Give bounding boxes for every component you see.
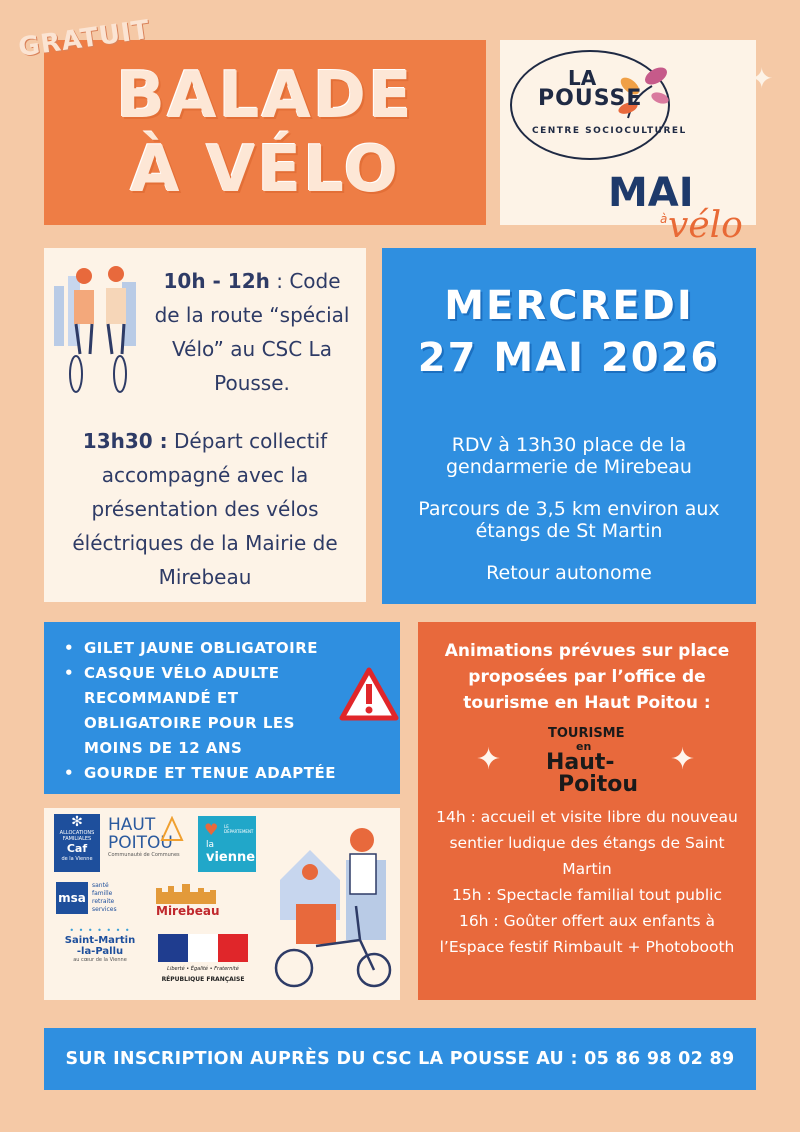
meeting-point: RDV à 13h30 place de la gendarmerie de Mirebeau [446, 434, 692, 478]
animation-item: 15h : Spectacle familial tout public [452, 886, 722, 904]
mirebeau-logo-text: Mirebeau [156, 904, 220, 918]
la-vienne-heart-icon: ♥ [204, 820, 219, 839]
caf-logo-line-2: Caf [66, 842, 88, 855]
republique-motto: Liberté • Égalité • Fraternité [167, 966, 239, 972]
sparkle-icon: ✦ [750, 62, 774, 95]
flag-icon [158, 934, 248, 962]
return-info: Retour autonome [486, 562, 652, 584]
haut-poitou-line-2: POITOU [108, 833, 173, 853]
lapousse-logo-subtitle: CENTRE SOCIOCULTUREL [532, 126, 687, 136]
haut-poitou-logo [108, 816, 188, 866]
route-info: Parcours de 3,5 km environ aux étangs de St Martin [418, 498, 720, 542]
saint-martin-dots: • • • • • • • [69, 926, 131, 935]
logo-block [500, 40, 756, 246]
date-block [382, 248, 756, 604]
warning-icon [338, 666, 400, 722]
animations-block [418, 622, 756, 1000]
caf-logo-emblem: ✻ [71, 814, 83, 830]
msa-logo-line-3: retraite [92, 898, 115, 905]
tourisme-logo-line-1: TOURISME [548, 726, 625, 741]
schedule-item-1 [152, 264, 352, 400]
safety-item: • CASQUE VÉLO ADULTE RECOMMANDÉ ET OBLIGATOIRE POUR LES MOINS DE 12 ANS [62, 661, 340, 761]
castle-icon [154, 882, 226, 904]
animation-item: 14h : accueil et visite libre du nouveau sentier ludique des étangs de Saint Martin [436, 808, 738, 878]
animations-title: Animations prévues sur place proposées par l’office de tourisme en Haut Poitou : [444, 641, 730, 713]
schedule-block [44, 248, 366, 602]
triangle-icon [160, 816, 184, 842]
saint-martin-line-3: au cœur de la Vienne [73, 957, 127, 963]
schedule-item-2-text: Départ collectif accompagné avec la présentation des vélos éléctriques de la Mairie de Mirebeau [72, 429, 338, 589]
lapousse-logo-name: POUSSE [538, 86, 643, 111]
tourisme-haut-poitou-logo [520, 726, 656, 798]
animations-list [426, 804, 748, 960]
mirebeau-logo [152, 882, 230, 922]
saint-martin-line-2: -la-Pallu [76, 946, 124, 957]
msa-logo-line-4: services [92, 906, 117, 913]
title-block [44, 40, 486, 225]
lapousse-logo-la: LA [568, 66, 597, 90]
la-vienne-line-3: LE DÉPARTEMENT [224, 824, 254, 834]
schedule-item-1-time: 10h - 12h [163, 269, 270, 293]
safety-block [44, 622, 400, 794]
msa-logo-line-2: famille [92, 890, 113, 897]
tourisme-logo-line-3: Haut- [546, 750, 615, 775]
safety-item: • GOURDE ET TENUE ADAPTÉE [62, 761, 392, 786]
saint-martin-la-pallu-logo [54, 926, 146, 992]
caf-logo [54, 814, 100, 872]
free-badge: GRATUIT [16, 14, 153, 64]
mai-a-velo-logo-mai: MAI [608, 170, 694, 216]
republique-francaise-logo [156, 930, 250, 992]
animation-item: 16h : Goûter offert aux enfants à l’Espace festif Rimbault + Photobooth [439, 912, 735, 956]
sparkle-icon: ✦ [670, 742, 696, 777]
cargo-bike-illustration [270, 820, 394, 994]
msa-logo-mark: msa [56, 882, 88, 914]
event-day: MERCREDI [444, 283, 694, 329]
mai-a-velo-logo-velo: vélo [668, 205, 743, 246]
haut-poitou-line-3: Communauté de Communes [108, 852, 180, 858]
republique-name: RÉPUBLIQUE FRANÇAISE [161, 976, 245, 983]
haut-poitou-line-1: HAUT [108, 815, 156, 835]
cyclists-illustration [50, 256, 150, 396]
msa-logo-line-1: santé [92, 882, 109, 889]
caf-logo-line-1: ALLOCATIONS FAMILIALES [59, 830, 95, 842]
la-vienne-line-2: vienne [206, 850, 256, 865]
sparkle-icon: ✦ [476, 742, 502, 777]
mai-a-velo-logo-a: à [660, 212, 668, 226]
title-line-2: À VÉLO [130, 132, 400, 207]
safety-item: • GILET JAUNE OBLIGATOIRE [62, 636, 392, 661]
tourisme-logo-line-2: en [576, 740, 592, 753]
partners-block [44, 808, 400, 1000]
title-line-1: BALADE [116, 58, 414, 133]
schedule-item-2 [54, 424, 356, 594]
schedule-item-2-time: 13h30 : [82, 429, 168, 453]
registration-banner [44, 1028, 756, 1090]
event-date: 27 MAI 2026 [417, 335, 721, 381]
tourisme-logo-line-4: Poitou [558, 772, 639, 797]
la-vienne-line-1: la [206, 840, 215, 850]
la-vienne-logo [198, 816, 256, 872]
saint-martin-line-1: Saint-Martin [64, 935, 136, 946]
registration-text: SUR INSCRIPTION AUPRÈS DU CSC LA POUSSE AU : 05 86 98 02 89 [65, 1049, 735, 1069]
msa-logo [56, 880, 146, 920]
schedule-item-1-text: : Code de la route “spécial Vélo” au CSC La Pousse. [154, 269, 350, 395]
caf-logo-line-3: de la Vienne [61, 856, 93, 862]
